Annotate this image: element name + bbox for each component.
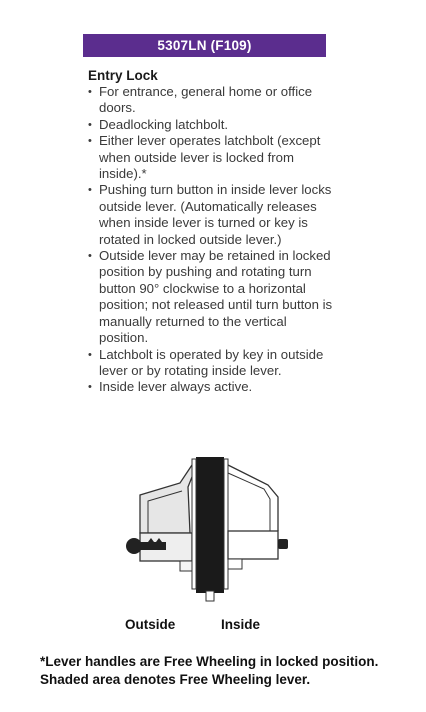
feature-item: • Deadlocking latchbolt. — [88, 117, 338, 133]
function-title: Entry Lock — [88, 68, 158, 83]
footnote — [40, 653, 410, 688]
model-number: 5307LN (F109) — [157, 38, 252, 53]
turn-button-icon — [278, 539, 288, 549]
outside-lever-illustration — [140, 465, 196, 571]
feature-list — [88, 84, 338, 396]
model-header — [83, 34, 326, 57]
feature-item: • For entrance, general home or office doors. — [88, 84, 338, 117]
footnote-line-1: *Lever handles are Free Wheeling in locked position. — [40, 654, 379, 669]
inside-lever-illustration — [228, 465, 288, 569]
inside-label: Inside — [221, 617, 261, 632]
feature-item: • Either lever operates latchbolt (except when outside lever is locked from inside).* — [88, 133, 338, 182]
footnote-line-2: Shaded area denotes Free Wheeling lever. — [40, 671, 311, 687]
door-section — [192, 457, 228, 601]
lock-diagram — [118, 455, 308, 610]
feature-item: • Pushing turn button in inside lever locks outside lever. (Automatically releases when inside lever is turned or key is rotated in locked outside lever.) — [88, 182, 338, 248]
feature-item: • Inside lever always active. — [88, 379, 338, 395]
feature-item: • Outside lever may be retained in locked position by pushing and rotating turn button 90° clockwise to a horizontal position; not released until turn button is manually returned to the vertical position. — [88, 248, 338, 346]
outside-label: Outside — [125, 617, 176, 632]
function-description — [88, 67, 338, 396]
feature-item: • Latchbolt is operated by key in outside lever or by rotating inside lever. — [88, 347, 338, 380]
